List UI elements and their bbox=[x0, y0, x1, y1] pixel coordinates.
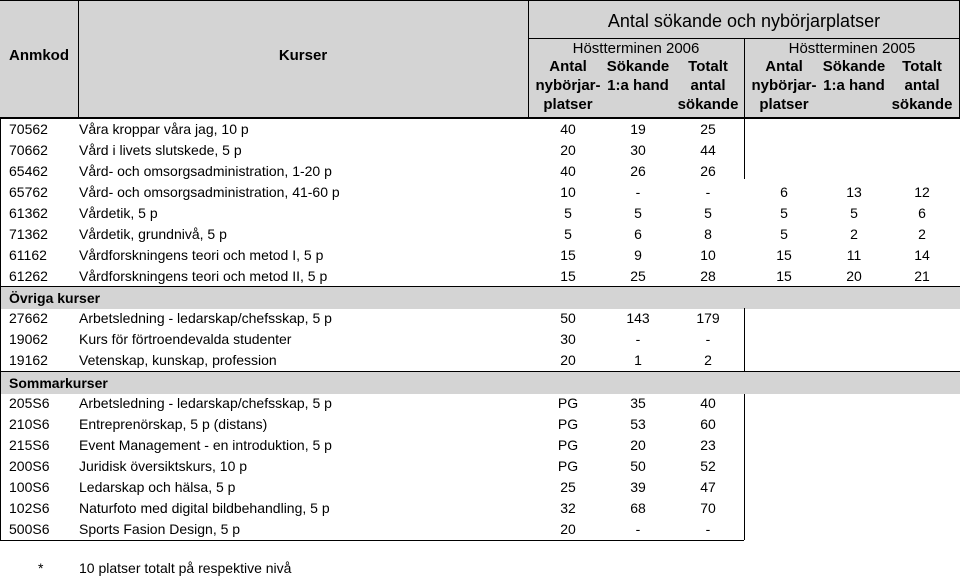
header-subcolumn-label: Antal bbox=[765, 58, 803, 75]
table-row bbox=[0, 414, 960, 434]
header-subcolumn-label: Sökande bbox=[822, 58, 886, 75]
value-cell: 2 bbox=[918, 226, 926, 242]
header-subcolumn-label: Totalt bbox=[902, 58, 942, 75]
block-rule bbox=[744, 308, 745, 372]
value-cell: 179 bbox=[696, 310, 720, 326]
table-row bbox=[0, 519, 960, 539]
header-subcolumn-label: nybörjar- bbox=[535, 77, 601, 94]
value-cell: 19 bbox=[630, 121, 646, 137]
value-cell: 5 bbox=[780, 205, 788, 221]
header-rule bbox=[528, 0, 529, 117]
course-name: Entreprenörskap, 5 p (distans) bbox=[79, 416, 268, 432]
value-cell: 39 bbox=[630, 479, 646, 495]
course-code: 61362 bbox=[9, 205, 48, 221]
value-cell: 5 bbox=[634, 205, 642, 221]
value-cell: - bbox=[705, 184, 711, 200]
header-subcolumn-label: 1:a hand bbox=[607, 77, 669, 94]
value-cell: 10 bbox=[700, 247, 716, 263]
course-name: Vetenskap, kunskap, profession bbox=[79, 352, 277, 368]
course-name: Vård- och omsorgsadministration, 41-60 p bbox=[79, 184, 340, 200]
value-cell: 26 bbox=[700, 163, 716, 179]
course-code: 19162 bbox=[9, 352, 48, 368]
course-name: Vårdetik, grundnivå, 5 p bbox=[79, 226, 227, 242]
header-rule bbox=[744, 38, 745, 117]
table-row bbox=[0, 456, 960, 476]
value-cell: 32 bbox=[560, 500, 576, 516]
course-name: Sports Fasion Design, 5 p bbox=[79, 521, 241, 537]
header-term-2005: Höstterminen 2005 bbox=[788, 40, 916, 57]
value-cell: 40 bbox=[560, 121, 576, 137]
section-header bbox=[0, 372, 960, 394]
value-cell: 26 bbox=[630, 163, 646, 179]
course-code: 71362 bbox=[9, 226, 48, 242]
value-cell: 23 bbox=[700, 437, 716, 453]
header-subcolumn-label: Totalt bbox=[688, 58, 728, 75]
bottom-rule bbox=[0, 540, 744, 541]
value-cell: 20 bbox=[560, 521, 576, 537]
value-cell: 25 bbox=[560, 479, 576, 495]
value-cell: 60 bbox=[700, 416, 716, 432]
value-cell: 50 bbox=[560, 310, 576, 326]
course-code: 500S6 bbox=[9, 521, 50, 537]
table-row bbox=[0, 435, 960, 455]
value-cell: 6 bbox=[918, 205, 926, 221]
course-code: 27662 bbox=[9, 310, 48, 326]
table-row bbox=[0, 477, 960, 497]
value-cell: 9 bbox=[634, 247, 642, 263]
course-name: Ledarskap och hälsa, 5 p bbox=[79, 479, 236, 495]
course-code: 65462 bbox=[9, 163, 48, 179]
course-name: Vårdetik, 5 p bbox=[79, 205, 158, 221]
value-cell: 8 bbox=[704, 226, 712, 242]
header-course: Kurser bbox=[278, 47, 328, 64]
value-cell: 35 bbox=[630, 395, 646, 411]
value-cell: 20 bbox=[560, 142, 576, 158]
value-cell: 12 bbox=[914, 184, 930, 200]
value-cell: 70 bbox=[700, 500, 716, 516]
course-code: 102S6 bbox=[9, 500, 50, 516]
table-row bbox=[0, 329, 960, 349]
value-cell: - bbox=[635, 521, 641, 537]
value-cell: 10 bbox=[560, 184, 576, 200]
course-code: 70662 bbox=[9, 142, 48, 158]
course-name: Vård i livets slutskede, 5 p bbox=[79, 142, 242, 158]
value-cell: 25 bbox=[630, 268, 646, 284]
section-title: Övriga kurser bbox=[9, 290, 101, 306]
course-name: Naturfoto med digital bildbehandling, 5 p bbox=[79, 500, 330, 516]
header-subcolumn-label: 1:a hand bbox=[823, 77, 885, 94]
table-row bbox=[0, 119, 960, 139]
header-subcolumn-label: nybörjar- bbox=[751, 77, 817, 94]
value-cell: - bbox=[635, 184, 641, 200]
value-cell: 28 bbox=[700, 268, 716, 284]
value-cell: 15 bbox=[776, 247, 792, 263]
value-cell: 6 bbox=[634, 226, 642, 242]
table-row bbox=[0, 245, 960, 265]
table-row bbox=[0, 308, 960, 328]
value-cell: 47 bbox=[700, 479, 716, 495]
header-title: Antal sökande och nybörjarplatser bbox=[607, 11, 881, 31]
value-cell: - bbox=[705, 331, 711, 347]
course-code: 19062 bbox=[9, 331, 48, 347]
header-rule bbox=[528, 38, 960, 39]
header-rule bbox=[0, 0, 960, 1]
value-cell: PG bbox=[557, 416, 579, 432]
value-cell: PG bbox=[557, 437, 579, 453]
course-name: Juridisk översiktskurs, 10 p bbox=[79, 458, 248, 474]
value-cell: 13 bbox=[846, 184, 862, 200]
value-cell: 5 bbox=[850, 205, 858, 221]
value-cell: 15 bbox=[560, 247, 576, 263]
value-cell: 2 bbox=[850, 226, 858, 242]
course-code: 215S6 bbox=[9, 437, 50, 453]
header-subcolumn-label: platser bbox=[543, 96, 593, 113]
header-subcolumn-label: Sökande bbox=[606, 58, 670, 75]
value-cell: 11 bbox=[846, 247, 862, 263]
value-cell: 50 bbox=[630, 458, 646, 474]
value-cell: 5 bbox=[704, 205, 712, 221]
course-code: 61162 bbox=[9, 247, 47, 263]
header-code: Anmkod bbox=[9, 47, 69, 64]
value-cell: 1 bbox=[634, 352, 642, 368]
value-cell: 20 bbox=[560, 352, 576, 368]
header-rule bbox=[78, 0, 79, 117]
footnote-mark: * bbox=[38, 560, 44, 576]
course-name: Arbetsledning - ledarskap/chefsskap, 5 p bbox=[79, 310, 332, 326]
header-term-2006: Höstterminen 2006 bbox=[572, 40, 700, 57]
header-subcolumn-label: sökande bbox=[891, 96, 953, 113]
course-code: 61262 bbox=[9, 268, 48, 284]
value-cell: 20 bbox=[630, 437, 646, 453]
value-cell: - bbox=[635, 331, 641, 347]
value-cell: 143 bbox=[626, 310, 650, 326]
table-row bbox=[0, 266, 960, 286]
value-cell: PG bbox=[557, 395, 579, 411]
header-subcolumn-label: antal bbox=[904, 77, 940, 94]
course-name: Event Management - en introduktion, 5 p bbox=[79, 437, 332, 453]
value-cell: PG bbox=[557, 458, 579, 474]
value-cell: 15 bbox=[776, 268, 792, 284]
course-name: Våra kroppar våra jag, 10 p bbox=[79, 121, 249, 137]
table-row bbox=[0, 393, 960, 413]
header-subcolumn-label: Antal bbox=[549, 58, 587, 75]
footnote-text: 10 platser totalt på respektive nivå bbox=[79, 560, 292, 576]
course-code: 200S6 bbox=[9, 458, 50, 474]
value-cell: 15 bbox=[560, 268, 576, 284]
header-subcolumn-label: sökande bbox=[677, 96, 739, 113]
value-cell: 52 bbox=[700, 458, 716, 474]
value-cell: 25 bbox=[700, 121, 716, 137]
course-code: 205S6 bbox=[9, 395, 50, 411]
table-row bbox=[0, 182, 960, 202]
course-name: Vårdforskningens teori och metod I, 5 p bbox=[79, 247, 324, 263]
left-rule bbox=[0, 119, 1, 540]
value-cell: 5 bbox=[564, 226, 572, 242]
course-code: 65762 bbox=[9, 184, 48, 200]
block-rule bbox=[744, 119, 745, 179]
block-rule bbox=[744, 394, 745, 540]
course-name: Vårdforskningens teori och metod II, 5 p bbox=[79, 268, 328, 284]
value-cell: 2 bbox=[704, 352, 712, 368]
value-cell: - bbox=[705, 521, 711, 537]
value-cell: 5 bbox=[780, 226, 788, 242]
course-name: Vård- och omsorgsadministration, 1-20 p bbox=[79, 163, 332, 179]
value-cell: 40 bbox=[700, 395, 716, 411]
course-name: Kurs för förtroendevalda studenter bbox=[79, 331, 292, 347]
header-subcolumn-label: antal bbox=[690, 77, 726, 94]
header-subcolumn-label: platser bbox=[759, 96, 809, 113]
course-name: Arbetsledning - ledarskap/chefsskap, 5 p bbox=[79, 395, 332, 411]
course-code: 70562 bbox=[9, 121, 48, 137]
value-cell: 21 bbox=[914, 268, 930, 284]
course-code: 210S6 bbox=[9, 416, 50, 432]
table-row bbox=[0, 498, 960, 518]
table-row bbox=[0, 224, 960, 244]
value-cell: 68 bbox=[630, 500, 646, 516]
table-row bbox=[0, 203, 960, 223]
table-row bbox=[0, 140, 960, 160]
course-code: 100S6 bbox=[9, 479, 50, 495]
table-row bbox=[0, 161, 960, 181]
section-title: Sommarkurser bbox=[9, 375, 108, 391]
value-cell: 30 bbox=[560, 331, 576, 347]
value-cell: 53 bbox=[630, 416, 646, 432]
section-header bbox=[0, 287, 960, 309]
value-cell: 40 bbox=[560, 163, 576, 179]
value-cell: 20 bbox=[846, 268, 862, 284]
value-cell: 30 bbox=[630, 142, 646, 158]
value-cell: 44 bbox=[700, 142, 716, 158]
value-cell: 6 bbox=[780, 184, 788, 200]
table-row bbox=[0, 350, 960, 370]
value-cell: 14 bbox=[914, 247, 930, 263]
value-cell: 5 bbox=[564, 205, 572, 221]
